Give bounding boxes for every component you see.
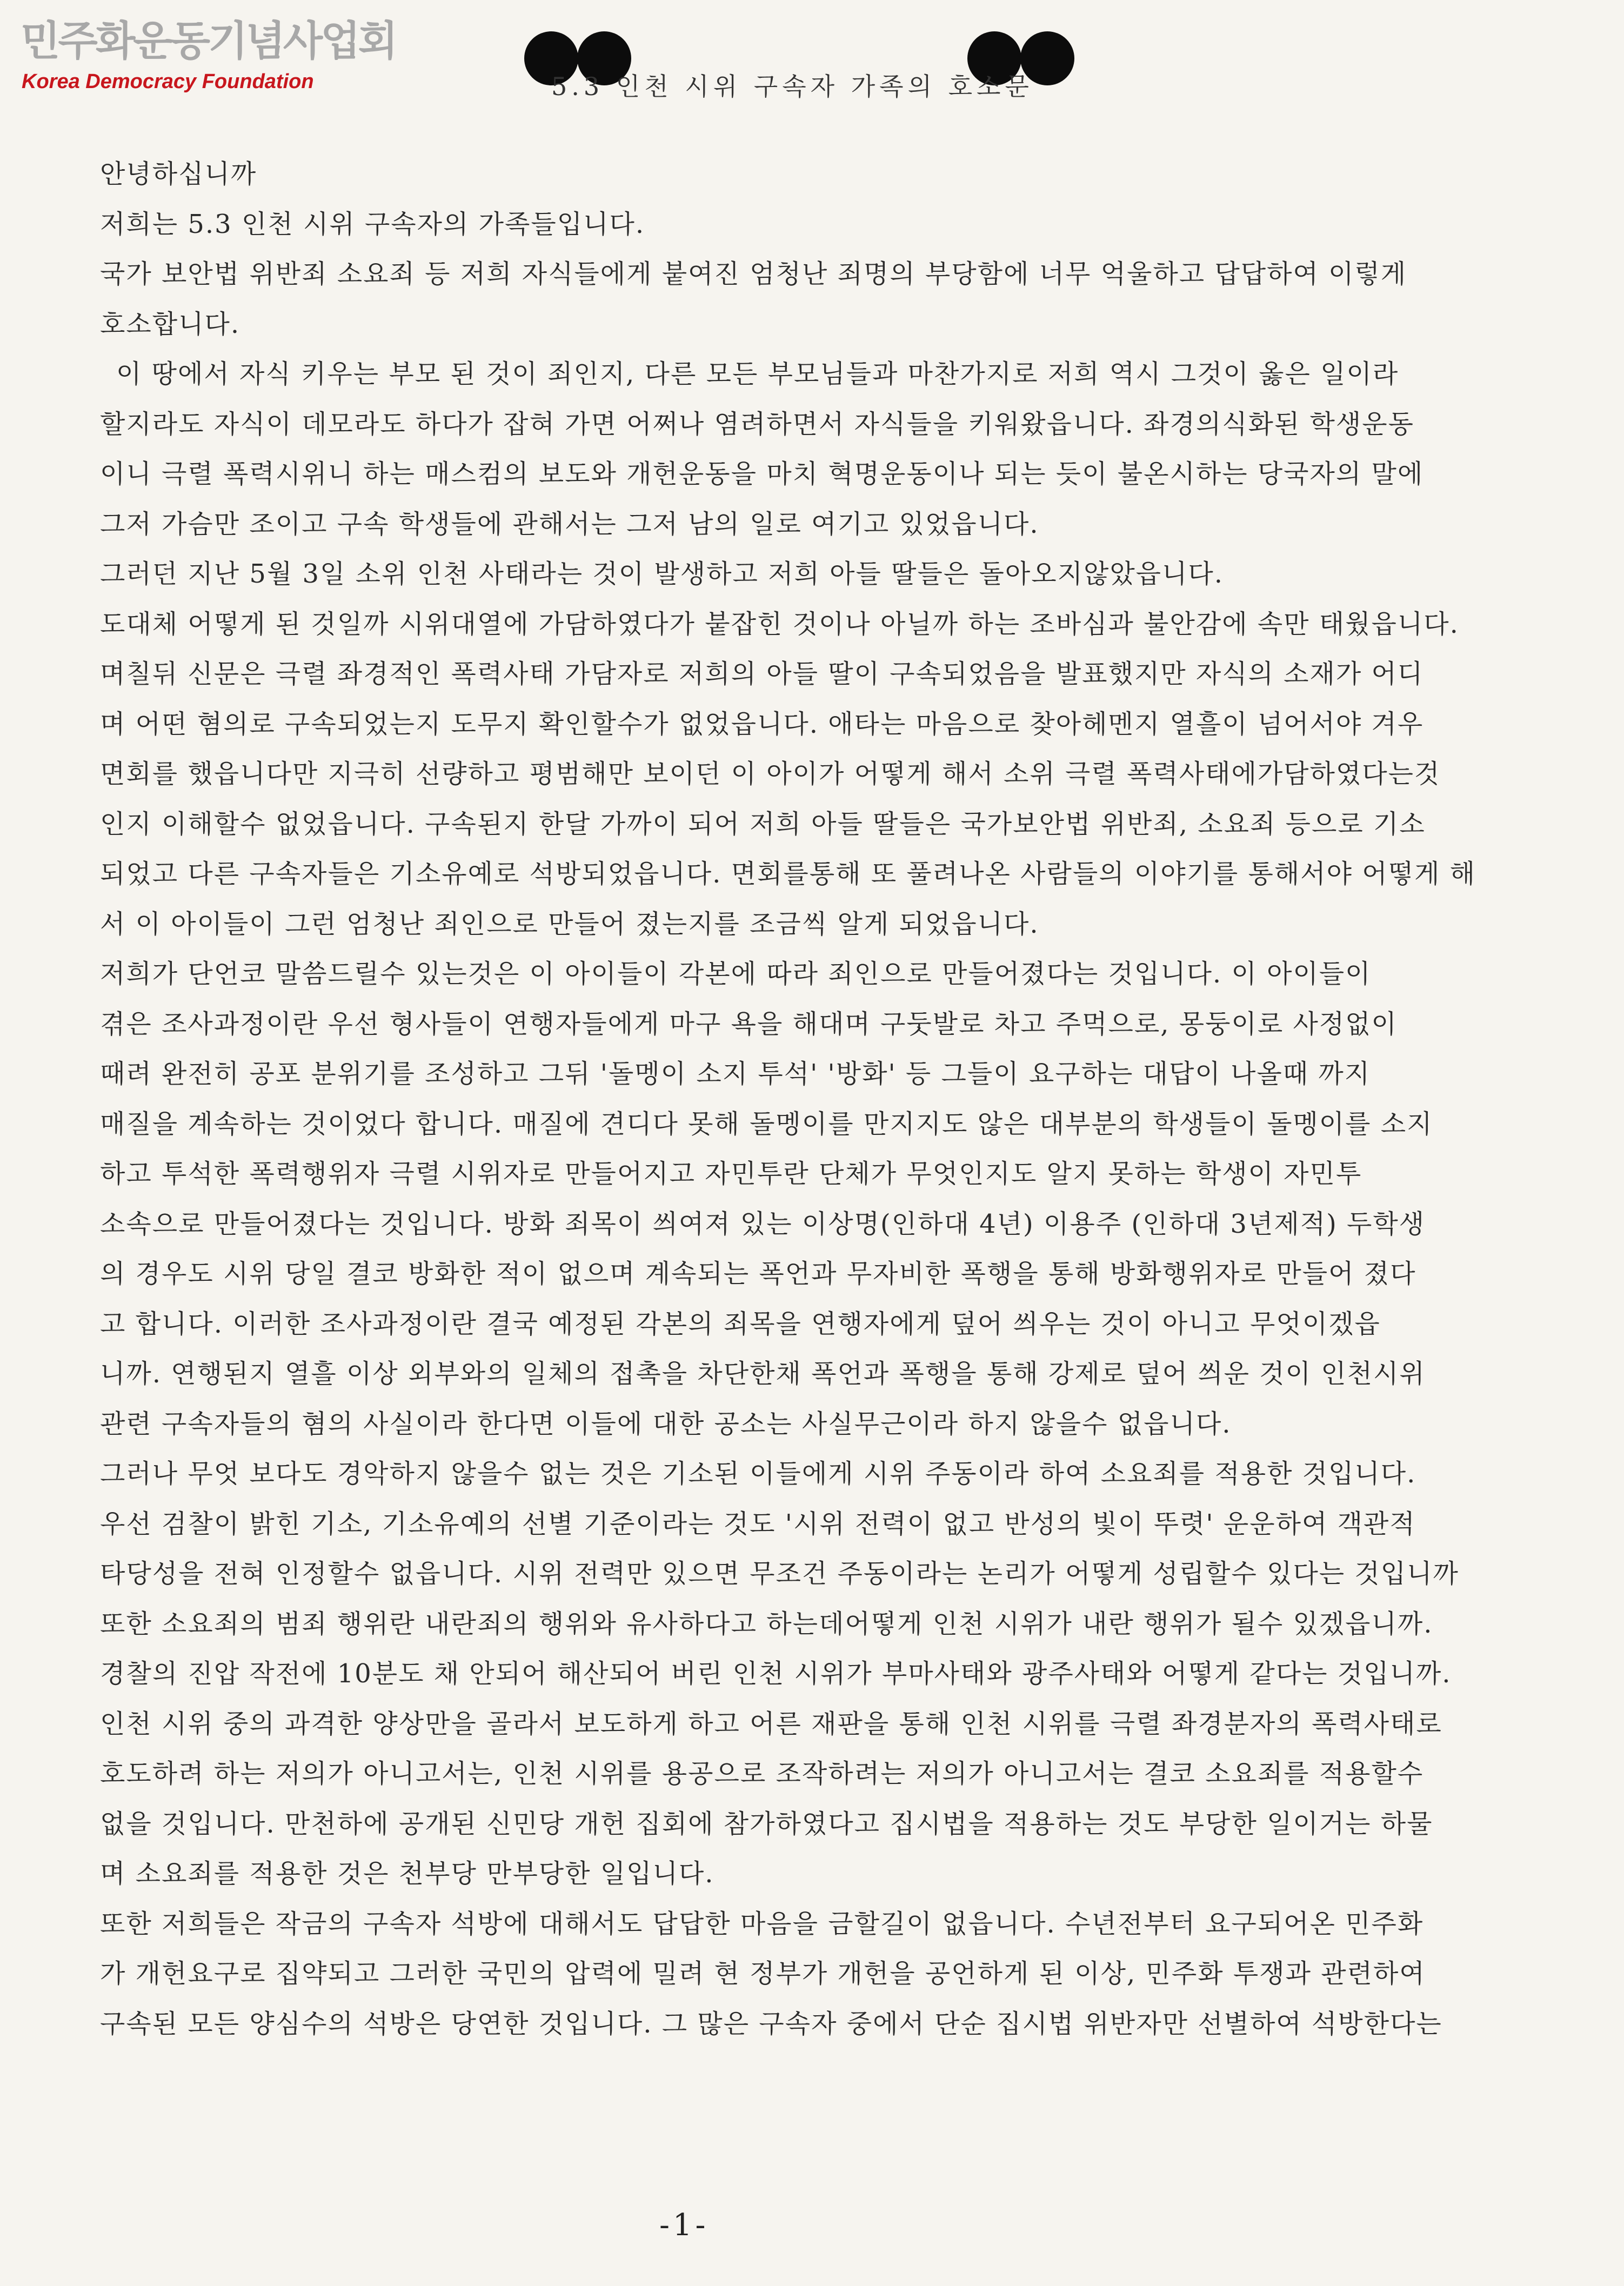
watermark-korean: 민주화운동기념사업회 <box>21 17 396 65</box>
text-line: 고 합니다. 이러한 조사과정이란 결국 예정된 각본의 죄목을 연행자에게 덮어 씌우는 것이 아니고 무엇이겠읍 <box>100 1308 1381 1339</box>
text-line: 그저 가슴만 조이고 구속 학생들에 관해서는 그저 남의 일로 여기고 있었읍니다. <box>100 509 1039 539</box>
document-title: 5.3 인천 시위 구속자 가족의 호소문 <box>551 72 1033 101</box>
text-line: 때려 완전히 공포 분위기를 조성하고 그뒤 '돌멩이 소지 투석' '방화' 등 그들이 요구하는 대답이 나올때 까지 <box>100 1059 1371 1089</box>
text-line: 그러던 지난 5월 3일 소위 인천 사태라는 것이 발생하고 저희 아들 딸들은 돌아오지않았읍니다. <box>100 559 1224 589</box>
text-line: 인지 이해할수 없었읍니다. 구속된지 한달 가까이 되어 저희 아들 딸들은 국가보안법 위반죄, 소요죄 등으로 기소 <box>100 808 1426 839</box>
text-line: 겪은 조사과정이란 우선 형사들이 연행자들에게 마구 욕을 해대며 구둣발로 차고 주먹으로, 몽둥이로 사정없이 <box>100 1008 1398 1039</box>
text-line: 국가 보안법 위반죄 소요죄 등 저희 자식들에게 붙여진 엄청난 죄명의 부당함에 너무 억울하고 답답하여 이렇게 <box>100 259 1407 289</box>
text-line: 또한 소요죄의 범죄 행위란 내란죄의 행위와 유사하다고 하는데어떻게 인천 시위가 내란 행위가 될수 있겠읍니까. <box>100 1608 1433 1639</box>
text-line: 니까. 연행된지 열흘 이상 외부와의 일체의 접촉을 차단한채 폭언과 폭행을 통해 강제로 덮어 씌운 것이 인천시위 <box>100 1359 1426 1389</box>
text-line: 호도하려 하는 저의가 아니고서는, 인천 시위를 용공으로 조작하려는 저의가 아니고서는 결코 소요죄를 적용할수 <box>100 1759 1424 1789</box>
text-line: 이 땅에서 자식 키우는 부모 된 것이 죄인지, 다른 모든 부모님들과 마찬가지로 저희 역시 그것이 옳은 일이라 <box>116 359 1399 389</box>
document-body <box>100 149 1575 2049</box>
text-line: 도대체 어떻게 된 것일까 시위대열에 가담하였다가 붙잡힌 것이나 아닐까 하는 조바심과 불안감에 속만 태웠읍니다. <box>100 609 1459 639</box>
text-line: 며칠뒤 신문은 극렬 좌경적인 폭력사태 가담자로 저희의 아들 딸이 구속되었음을 발표했지만 자식의 소재가 어디 <box>100 659 1424 689</box>
text-line: 면회를 했읍니다만 지극히 선량하고 평범해만 보이던 이 아이가 어떻게 해서 소위 극렬 폭력사태에가담하였다는것 <box>100 759 1441 789</box>
text-line: 며 소요죄를 적용한 것은 천부당 만부당한 일입니다. <box>100 1859 714 1889</box>
text-line: 우선 검찰이 밝힌 기소, 기소유예의 선별 기준이라는 것도 '시위 전력이 없고 반성의 빛이 뚜렷' 운운하여 객관적 <box>100 1508 1416 1539</box>
page-number: -1- <box>659 2208 709 2243</box>
text-line: 관련 구속자들의 혐의 사실이라 한다면 이들에 대한 공소는 사실무근이라 하지 않을수 없읍니다. <box>100 1408 1232 1439</box>
text-line: 안녕하십니까 <box>100 159 257 189</box>
text-line: 되었고 다른 구속자들은 기소유예로 석방되었읍니다. 면회를통해 또 풀려나온 사람들의 이야기를 통해서야 어떻게 해 <box>100 859 1476 889</box>
text-line: 구속된 모든 양심수의 석방은 당연한 것입니다. 그 많은 구속자 중에서 단순 집시법 위반자만 선별하여 석방한다는 <box>100 2008 1442 2039</box>
text-line: 경찰의 진압 작전에 10분도 채 안되어 해산되어 버린 인천 시위가 부마사태와 광주사태와 어떻게 같다는 것입니까. <box>100 1659 1452 1689</box>
text-line: 저희가 단언코 말씀드릴수 있는것은 이 아이들이 각본에 따라 죄인으로 만들어졌다는 것입니다. 이 아이들이 <box>100 959 1372 989</box>
text-line: 없을 것입니다. 만천하에 공개된 신민당 개헌 집회에 참가하였다고 집시법을 적용하는 것도 부당한 일이거는 하물 <box>100 1808 1433 1839</box>
text-line: 서 이 아이들이 그런 엄청난 죄인으로 만들어 졌는지를 조금씩 알게 되었읍니다. <box>100 908 1039 939</box>
text-line: 호소합니다. <box>100 309 240 339</box>
text-line: 타당성을 전혀 인정할수 없읍니다. 시위 전력만 있으면 무조건 주동이라는 논리가 어떻게 성립할수 있다는 것입니까 <box>100 1559 1459 1589</box>
text-line: 할지라도 자식이 데모라도 하다가 잡혀 가면 어쩌나 염려하면서 자식들을 키워왔읍니다. 좌경의식화된 학생운동 <box>100 409 1415 439</box>
text-line: 소속으로 만들어졌다는 것입니다. 방화 죄목이 씌여져 있는 이상명(인하대 4년) 이용주 (인하대 3년제적) 두학생 <box>100 1208 1426 1239</box>
text-line: 그러나 무엇 보다도 경악하지 않을수 없는 것은 기소된 이들에게 시위 주동이라 하여 소요죄를 적용한 것입니다. <box>100 1459 1416 1489</box>
text-line: 하고 투석한 폭력행위자 극렬 시위자로 만들어지고 자민투란 단체가 무엇인지도 알지 못하는 학생이 자민투 <box>100 1159 1362 1189</box>
watermark-english: Korea Democracy Foundation <box>22 70 314 93</box>
text-line: 가 개헌요구로 집약되고 그러한 국민의 압력에 밀려 현 정부가 개헌을 공언하게 된 이상, 민주화 투쟁과 관련하여 <box>100 1959 1426 1989</box>
text-line: 이니 극렬 폭력시위니 하는 매스컴의 보도와 개헌운동을 마치 혁명운동이나 되는 듯이 불온시하는 당국자의 말에 <box>100 459 1424 489</box>
text-line: 매질을 계속하는 것이었다 합니다. 매질에 견디다 못해 돌멩이를 만지지도 않은 대부분의 학생들이 돌멩이를 소지 <box>100 1108 1433 1139</box>
text-line: 또한 저희들은 작금의 구속자 석방에 대해서도 답답한 마음을 금할길이 없읍니다. 수년전부터 요구되어온 민주화 <box>100 1908 1424 1939</box>
text-line: 의 경우도 시위 당일 결코 방화한 적이 없으며 계속되는 폭언과 무자비한 폭행을 통해 방화행위자로 만들어 졌다 <box>100 1259 1416 1289</box>
text-line: 인천 시위 중의 과격한 양상만을 골라서 보도하게 하고 어른 재판을 통해 인천 시위를 극렬 좌경분자의 폭력사태로 <box>100 1708 1442 1739</box>
text-line: 며 어떤 혐의로 구속되었는지 도무지 확인할수가 없었읍니다. 애타는 마음으로 찾아헤멘지 열흘이 넘어서야 겨우 <box>100 708 1424 739</box>
text-line: 저희는 5.3 인천 시위 구속자의 가족들입니다. <box>100 209 645 239</box>
